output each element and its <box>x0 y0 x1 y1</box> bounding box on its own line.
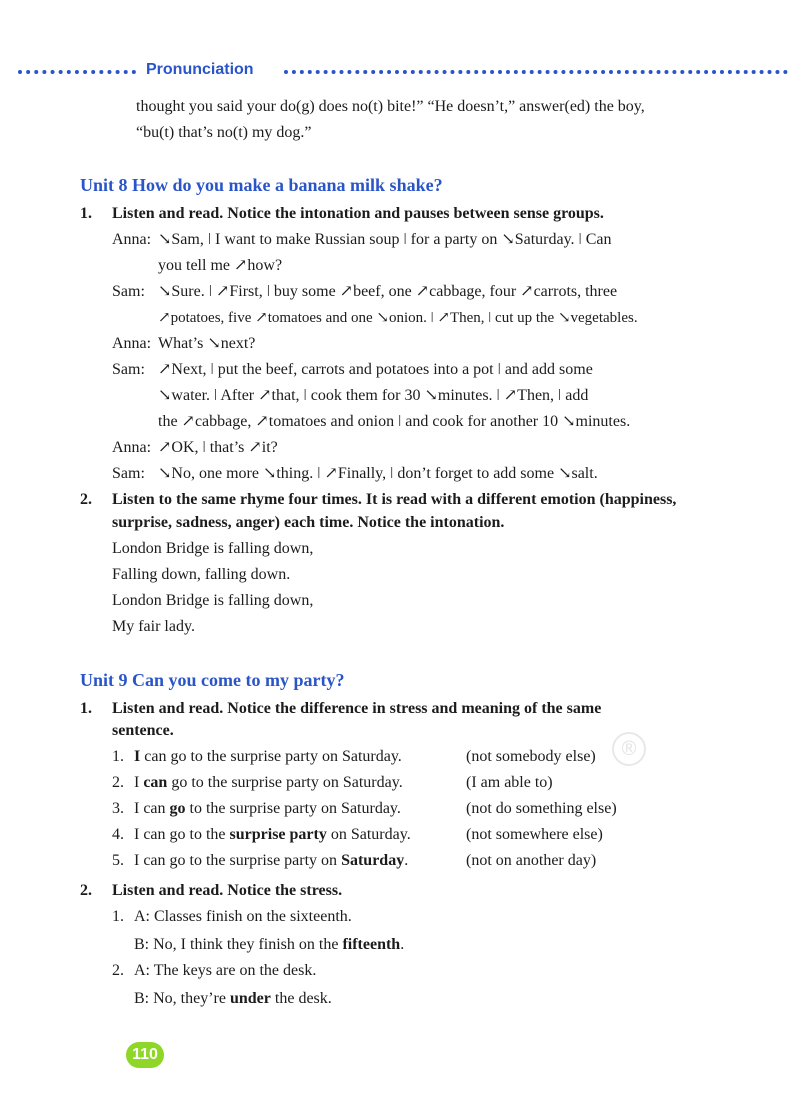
exercise-instruction: sentence. <box>112 722 174 739</box>
stressed-word: I <box>134 748 141 765</box>
stress-sentence <box>134 772 403 794</box>
dialogue-line: ↗Next, ǀ put the beef, carrots and potatoes into a pot ǀ and add some <box>158 361 593 378</box>
stressed-word: go <box>169 800 186 817</box>
header-dots-left <box>18 70 136 74</box>
stress-sentence <box>134 850 408 872</box>
sentence-post: . <box>404 852 409 869</box>
exercise-instruction: Listen to the same rhyme four times. It is read with a different emotion (happiness, <box>112 491 677 508</box>
intro-line-1: thought you said your do(g) does no(t) bite!” “He doesn’t,” answer(ed) the boy, <box>136 98 645 115</box>
stressed-word: fifteenth <box>342 936 401 953</box>
stressed-word: under <box>229 990 271 1007</box>
meaning-note: (not somewhere else) <box>466 826 603 843</box>
exercise-instruction: Listen and read. Notice the intonation and pauses between sense groups. <box>112 205 604 222</box>
sentence-post: can go to the surprise party on Saturday. <box>140 748 402 765</box>
dialogue-line: the ↗cabbage, ↗tomatoes and onion ǀ and cook for another 10 ↘minutes. <box>158 413 631 430</box>
intro-line-2: “bu(t) that’s no(t) my dog.” <box>136 124 312 141</box>
item-number: 1. <box>112 908 124 925</box>
stress-sentence <box>134 798 401 820</box>
sentence-post: . <box>400 936 405 953</box>
speaker-label: Anna: <box>112 231 152 248</box>
dialogue-line: ↘water. ǀ After ↗that, ǀ cook them for 30 ↘minutes. ǀ ↗Then, ǀ add <box>158 387 589 404</box>
item-number: 2. <box>112 962 124 979</box>
stressed-word: surprise party <box>229 826 327 843</box>
exercise-number: 1. <box>80 205 92 222</box>
exercise-instruction: surprise, sadness, anger) each time. Notice the intonation. <box>112 514 505 531</box>
dialogue-line: you tell me ↗how? <box>158 257 283 274</box>
exercise-number: 2. <box>80 491 92 508</box>
sentence-post: the desk. <box>270 990 332 1007</box>
exercise-number: 2. <box>80 882 92 899</box>
dialogue-line: ↘No, one more ↘thing. ǀ ↗Finally, ǀ don’t forget to add some ↘salt. <box>158 465 598 482</box>
sentence-pre: B: No, they’re <box>134 990 230 1007</box>
item-number: 5. <box>112 852 124 869</box>
speaker-label: Sam: <box>112 361 145 378</box>
exercise-instruction: Listen and read. Notice the difference in stress and meaning of the same <box>112 700 602 717</box>
dialogue-line-a: A: The keys are on the desk. <box>134 962 317 979</box>
dialogue-line: What’s ↘next? <box>158 335 256 352</box>
sentence-pre: I can go to the surprise party on <box>134 852 342 869</box>
page-number: 110 <box>126 1042 164 1068</box>
speaker-label: Anna: <box>112 335 152 352</box>
unit-9-title: Unit 9 Can you come to my party? <box>80 670 345 690</box>
unit-8-title: Unit 8 How do you make a banana milk shake? <box>80 175 443 195</box>
meaning-note: (not do something else) <box>466 800 617 817</box>
header-title: Pronunciation <box>146 61 254 78</box>
stress-sentence <box>134 824 411 846</box>
header-dots-right <box>284 70 788 74</box>
rhyme-line: London Bridge is falling down, <box>112 540 314 557</box>
stress-sentence <box>134 746 402 768</box>
dialogue-line-a: A: Classes finish on the sixteenth. <box>134 908 352 925</box>
speaker-label: Sam: <box>112 283 145 300</box>
dialogue-line: ↗OK, ǀ that’s ↗it? <box>158 439 278 456</box>
rhyme-line: My fair lady. <box>112 618 195 635</box>
exercise-instruction: Listen and read. Notice the stress. <box>112 882 343 899</box>
sentence-pre: I can <box>134 800 170 817</box>
dialogue-line: ↘Sam, ǀ I want to make Russian soup ǀ for a party on ↘Saturday. ǀ Can <box>158 231 612 248</box>
sentence-post: go to the surprise party on Saturday. <box>167 774 403 791</box>
rhyme-line: Falling down, falling down. <box>112 566 291 583</box>
meaning-note: (not somebody else) <box>466 748 596 765</box>
dialogue-line-b <box>134 934 404 956</box>
stressed-word: can <box>143 774 168 791</box>
sentence-pre: I can go to the <box>134 826 230 843</box>
item-number: 1. <box>112 748 124 765</box>
item-number: 2. <box>112 774 124 791</box>
sentence-post: to the surprise party on Saturday. <box>185 800 401 817</box>
speaker-label: Sam: <box>112 465 145 482</box>
meaning-note: (not on another day) <box>466 852 597 869</box>
dialogue-line: ↘Sure. ǀ ↗First, ǀ buy some ↗beef, one ↗cabbage, four ↗carrots, three <box>158 283 618 300</box>
registered-mark: ® <box>612 732 646 766</box>
rhyme-line: London Bridge is falling down, <box>112 592 314 609</box>
item-number: 3. <box>112 800 124 817</box>
stressed-word: Saturday <box>341 852 405 869</box>
page-header <box>18 62 788 82</box>
speaker-label: Anna: <box>112 439 152 456</box>
sentence-post: on Saturday. <box>326 826 411 843</box>
exercise-number: 1. <box>80 700 92 717</box>
sentence-pre: I <box>134 774 144 791</box>
sentence-pre: B: No, I think they finish on the <box>134 936 343 953</box>
meaning-note: (I am able to) <box>466 774 553 791</box>
dialogue-line-b <box>134 988 332 1010</box>
item-number: 4. <box>112 826 124 843</box>
dialogue-line: ↗potatoes, five ↗tomatoes and one ↘onion. ǀ ↗Then, ǀ cut up the ↘vegetables. <box>158 310 638 326</box>
